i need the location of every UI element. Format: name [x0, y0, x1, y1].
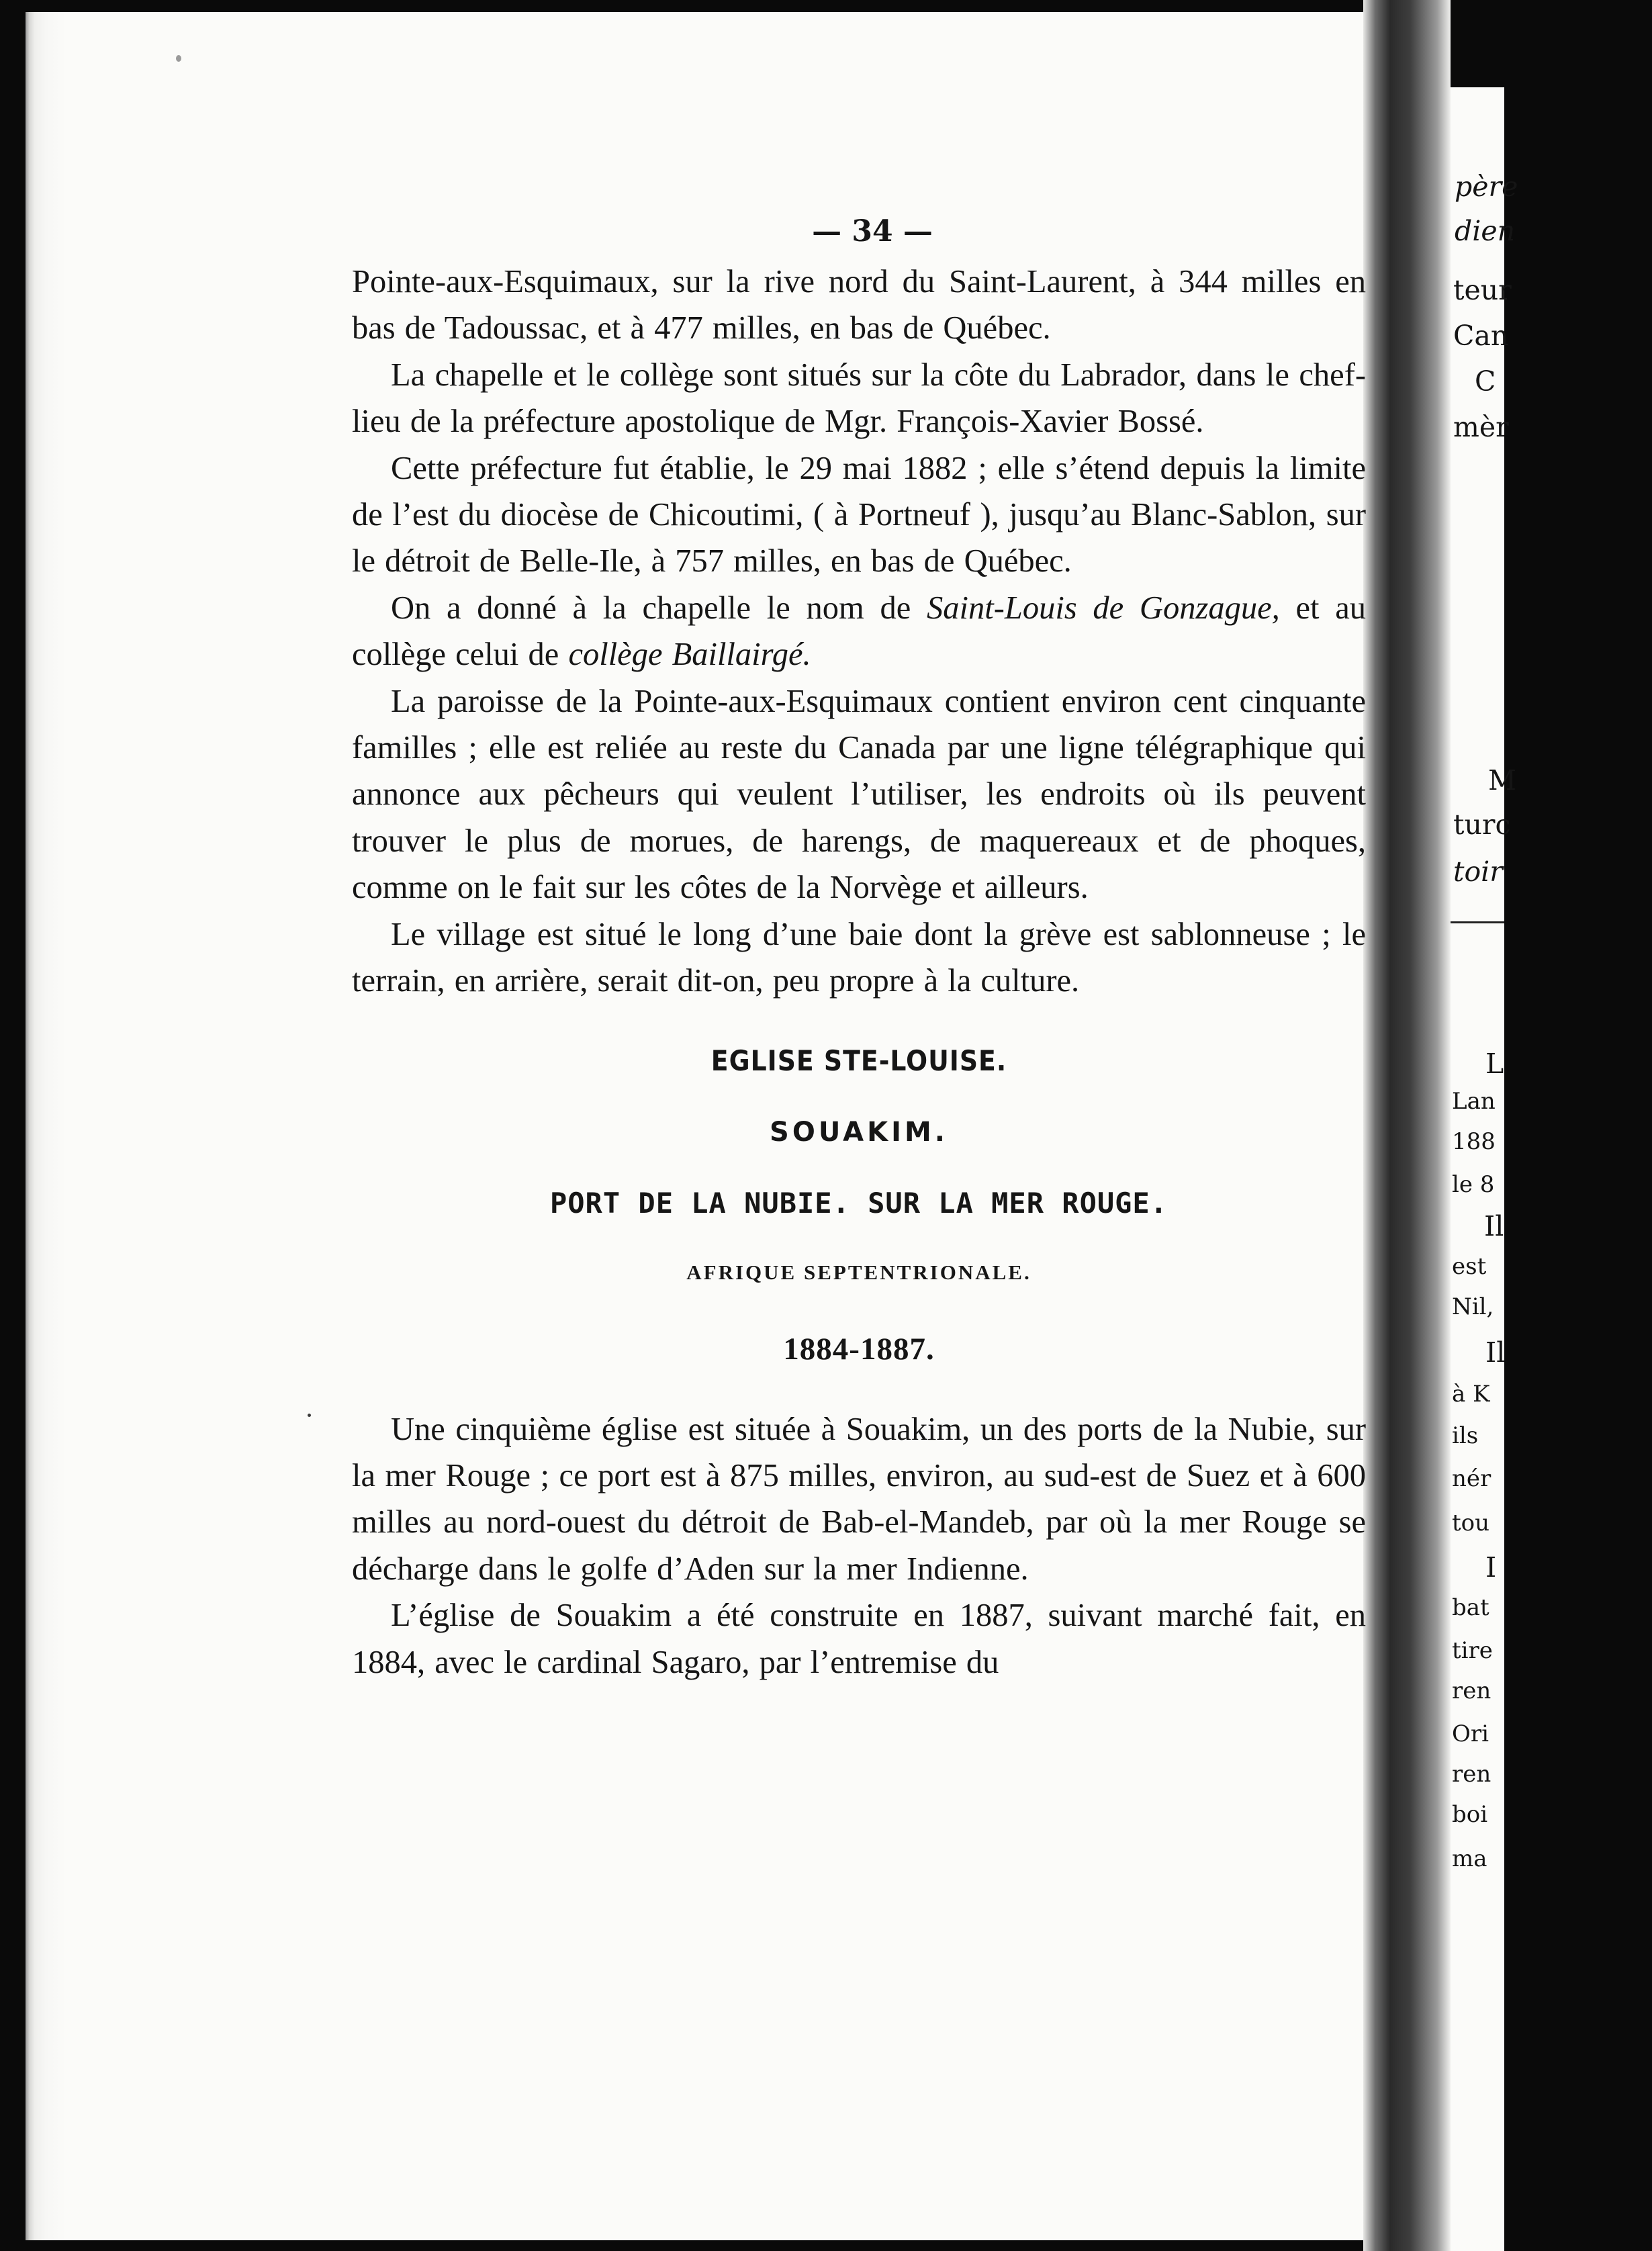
page-number: — 34 — — [812, 214, 933, 248]
ink-speck — [308, 1414, 311, 1417]
book-gutter — [1363, 0, 1451, 2251]
paragraph-cinquieme-eglise: Une cinquième église est située à Souakim, un des ports de la Nubie, sur la mer Rouge ; ce port est à 875 milles, environ, au sud-est de Suez et à 600 milles au nord-ouest du détroit de Bab-el-Mandeb, par où la mer Rouge se décharge dans le golfe d’Aden sur la mer Indienne. — [352, 1411, 1366, 1587]
heading-years: 1884-1887. — [783, 1331, 935, 1367]
paragraph-village: Le village est situé le long d’une baie dont la grève est sablonneuse ; le terrain, en arrière, serait dit-on, peu propre à la culture. — [352, 916, 1366, 999]
facing-page-fragment-line: Can — [1453, 320, 1509, 352]
spacer — [352, 1371, 1366, 1406]
facing-page-fragment-line: le 8 — [1452, 1171, 1495, 1198]
paragraph-prefecture: Cette préfecture fut établie, le 29 mai 1882 ; elle s’étend depuis la limite de l’est du diocèse de Chicoutimi, ( à Portneuf ), jusqu’au Blanc-Sablon, sur le détroit de Belle-Ile, à 757 milles, en bas de Québec. — [352, 450, 1366, 580]
facing-page-fragment-line: à K — [1452, 1381, 1490, 1408]
facing-page-fragment-line: ren — [1452, 1761, 1492, 1788]
facing-page-fragment-line: 188 — [1452, 1128, 1496, 1155]
gonzague-text-before: On a donné à la chapelle le nom de — [391, 590, 927, 626]
paragraph-eglise-souakim: L’église de Souakim a été construite en 1887, suivant marché fait, en 1884, avec le cardinal Sagaro, par l’entremise du — [352, 1598, 1366, 1680]
heading-eglise: EGLISE STE-LOUISE. — [710, 1044, 1007, 1077]
facing-page-fragment-line: turc — [1453, 809, 1511, 841]
facing-page-rule — [1451, 921, 1504, 923]
facing-page-fragment-line: ren — [1452, 1678, 1492, 1704]
page-text-block — [352, 205, 1366, 1686]
facing-page-fragment-line: dien — [1455, 215, 1516, 247]
facing-page-fragment — [1451, 87, 1518, 2251]
facing-page-fragment-line: bat — [1452, 1594, 1489, 1621]
facing-page-fragment-line: M — [1488, 764, 1516, 796]
heading-port: PORT DE LA NUBIE. SUR LA MER ROUGE. — [549, 1186, 1168, 1220]
facing-page-fragment-line: nér — [1452, 1465, 1492, 1492]
facing-page-fragment-line: Ori — [1452, 1720, 1489, 1747]
facing-page-fragment-line: ils — [1452, 1422, 1479, 1449]
facing-page-fragment-line: père — [1455, 171, 1518, 203]
page-edge-shadow — [26, 12, 66, 2240]
facing-page-fragment-line: Lan — [1452, 1088, 1496, 1115]
paragraph-paroisse: La paroisse de la Pointe-aux-Esquimaux contient environ cent cinquante familles ; elle est reliée au reste du Canada par une ligne télégraphique qui annonce aux pêcheurs qui veulent l’utiliser, les endroits où ils peuvent trouver le plus de morues, de harengs, de maquereaux et de phoques, comme on le fait sur les côtes de la Norvège et ailleurs. — [352, 683, 1366, 906]
paragraph-chapelle: La chapelle et le collège sont situés sur la côte du Labrador, dans le chef-lieu de la préfecture apostolique de Mgr. François-Xavier Bossé. — [352, 357, 1366, 440]
heading-souakim: SOUAKIM. — [770, 1116, 948, 1148]
ink-speck — [176, 55, 181, 62]
facing-page-fragment-line: teur — [1453, 274, 1512, 306]
facing-page-fragment-line: tou — [1452, 1510, 1490, 1536]
facing-page-fragment-line: I — [1485, 1551, 1497, 1583]
facing-page-fragment-line: ma — [1452, 1845, 1487, 1872]
facing-page-fragment-line: est — [1452, 1253, 1487, 1280]
facing-page-fragment-line: toir — [1453, 856, 1503, 888]
facing-page-fragment-line: Il — [1484, 1210, 1504, 1242]
facing-page-fragment-line: mèr — [1453, 411, 1509, 443]
facing-page-fragment-line: C — [1475, 365, 1496, 398]
paragraph-gonzague — [352, 585, 1366, 678]
gonzague-italic-name: Saint-Louis de Gonzague, — [927, 590, 1280, 626]
heading-afrique: AFRIQUE SEPTENTRIONALE. — [686, 1260, 1031, 1284]
facing-page-fragment-line: Nil, — [1452, 1293, 1494, 1320]
facing-page-fragment-line: tire — [1452, 1637, 1493, 1664]
facing-page-fragment-line: boi — [1452, 1801, 1488, 1828]
gonzague-text-middle: et au collège celui de — [352, 590, 1366, 673]
paragraph-pointe-aux-esquimaux: Pointe-aux-Esquimaux, sur la rive nord du Saint-Laurent, à 344 milles en bas de Tadoussac, et à 477 milles, en bas de Québec. — [352, 264, 1366, 347]
facing-page-fragment-line: L — [1485, 1048, 1504, 1080]
facing-page-fragment-line: Il — [1485, 1336, 1506, 1369]
gonzague-italic-college: collège Baillairgé. — [568, 637, 811, 673]
